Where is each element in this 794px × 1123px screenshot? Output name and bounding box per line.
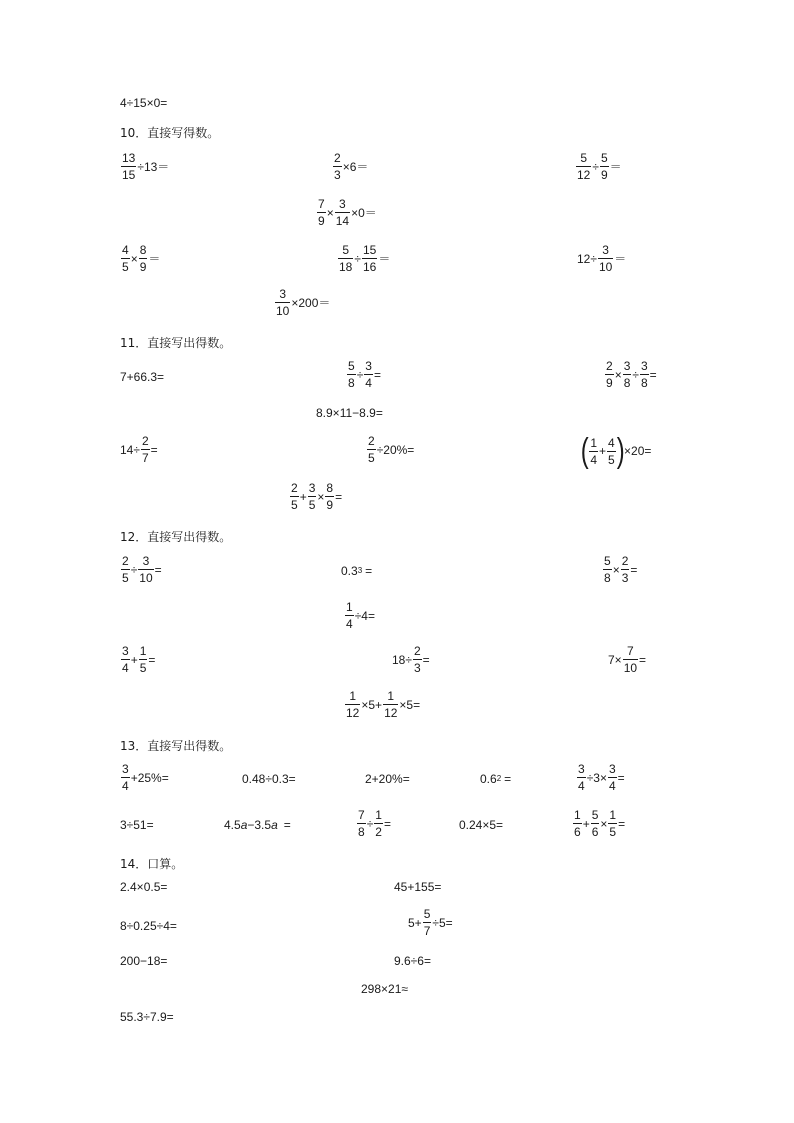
q12-expr-1: $\frac{2}{5}$ ÷ $\frac{3}{10}$ =: [122, 554, 162, 585]
q12-expr-4: $\frac{1}{4}$ ÷4=: [346, 600, 375, 631]
q14-expr-3: 8÷0.25÷4=: [120, 919, 177, 933]
q14-expr-4: 5+ $\frac{5}{7}$ ÷5=: [408, 907, 453, 938]
q10-expr-7: 12÷ $\frac{3}{10}$ ＝: [577, 243, 627, 274]
q10-expr-1: $\frac{13}{15}$ ÷13＝: [122, 151, 170, 182]
q12-expr-2: 0.3 3 =: [341, 564, 373, 578]
q10-expr-6: $\frac{5}{18}$ ÷ $\frac{15}{16}$ ＝: [339, 243, 391, 274]
q12-expr-6: 18÷ $\frac{2}{3}$ =: [392, 644, 430, 675]
q12-expr-3: $\frac{5}{8}$ × $\frac{2}{3}$ =: [604, 554, 638, 585]
q14-expr-5: 200−18=: [120, 954, 168, 968]
q11-expr-8: $\frac{2}{5}$ + $\frac{3}{5}$ × $\frac{8}{9}$ =: [291, 481, 343, 512]
q11-expr-1: 7+66.3=: [120, 370, 165, 384]
q13-expr-5: $\frac{3}{4}$ ÷3× $\frac{3}{4}$ =: [578, 762, 625, 793]
q13-expr-9: 0.24×5=: [459, 818, 504, 832]
q11-expr-5: 14÷ $\frac{2}{7}$ =: [120, 434, 158, 465]
q10-expr-3: $\frac{5}{12}$ ÷ $\frac{5}{9}$ ＝: [577, 151, 622, 182]
q10-expr-2: $\frac{2}{3}$ ×6＝: [334, 151, 369, 182]
q13-expr-7: 4.5 a −3.5 a =: [224, 818, 291, 832]
question-12-title: 12．直接写出得数。: [120, 530, 232, 544]
q11-expr-4: 8.9×11−8.9=: [316, 406, 383, 420]
q11-expr-3: $\frac{2}{9}$ × $\frac{3}{8}$ ÷ $\frac{3}{8}$ =: [606, 359, 657, 390]
q12-expr-5: $\frac{3}{4}$ + $\frac{1}{5}$ =: [122, 644, 156, 675]
expression-top: 4÷15×0=: [120, 96, 168, 110]
q14-expr-7: 298×21≈: [361, 982, 408, 996]
q11-expr-7: ( $\frac{1}{4}$ + $\frac{4}{5}$ ) ×20=: [580, 432, 652, 470]
q10-expr-8: $\frac{3}{10}$ ×200＝: [276, 287, 331, 318]
q13-expr-6: 3÷51=: [120, 818, 154, 832]
q13-expr-3: 2+20%=: [365, 772, 410, 786]
question-11-title: 11．直接写出得数。: [120, 336, 232, 350]
q14-expr-1: 2.4×0.5=: [120, 880, 168, 894]
question-14-title: 14．口算。: [120, 857, 184, 871]
q11-expr-2: $\frac{5}{8}$ ÷ $\frac{3}{4}$ =: [348, 359, 381, 390]
q13-expr-8: $\frac{7}{8}$ ÷ $\frac{1}{2}$ =: [358, 808, 391, 839]
q13-expr-1: $\frac{3}{4}$ +25%=: [122, 762, 169, 793]
q14-expr-6: 9.6÷6=: [394, 954, 431, 968]
q14-expr-8: 55.3÷7.9=: [120, 1010, 174, 1024]
q14-expr-2: 45+155=: [394, 880, 442, 894]
q13-expr-10: $\frac{1}{6}$ + $\frac{5}{6}$ × $\frac{1}{5}$ =: [574, 808, 626, 839]
q10-expr-5: $\frac{4}{5}$ × $\frac{8}{9}$ ＝: [122, 243, 161, 274]
q11-expr-6: $\frac{2}{5}$ ÷20%=: [368, 434, 415, 465]
question-13-title: 13．直接写出得数。: [120, 739, 232, 753]
q13-expr-4: 0.6 2 =: [480, 772, 512, 786]
q12-expr-8: $\frac{1}{12}$ ×5+ $\frac{1}{12}$ ×5=: [346, 689, 421, 720]
question-10-title: 10．直接写得数。: [120, 126, 220, 140]
q13-expr-2: 0.48÷0.3=: [242, 772, 296, 786]
q12-expr-7: 7× $\frac{7}{10}$ =: [608, 644, 647, 675]
q10-expr-4: $\frac{7}{9}$ × $\frac{3}{14}$ ×0＝: [318, 197, 377, 228]
